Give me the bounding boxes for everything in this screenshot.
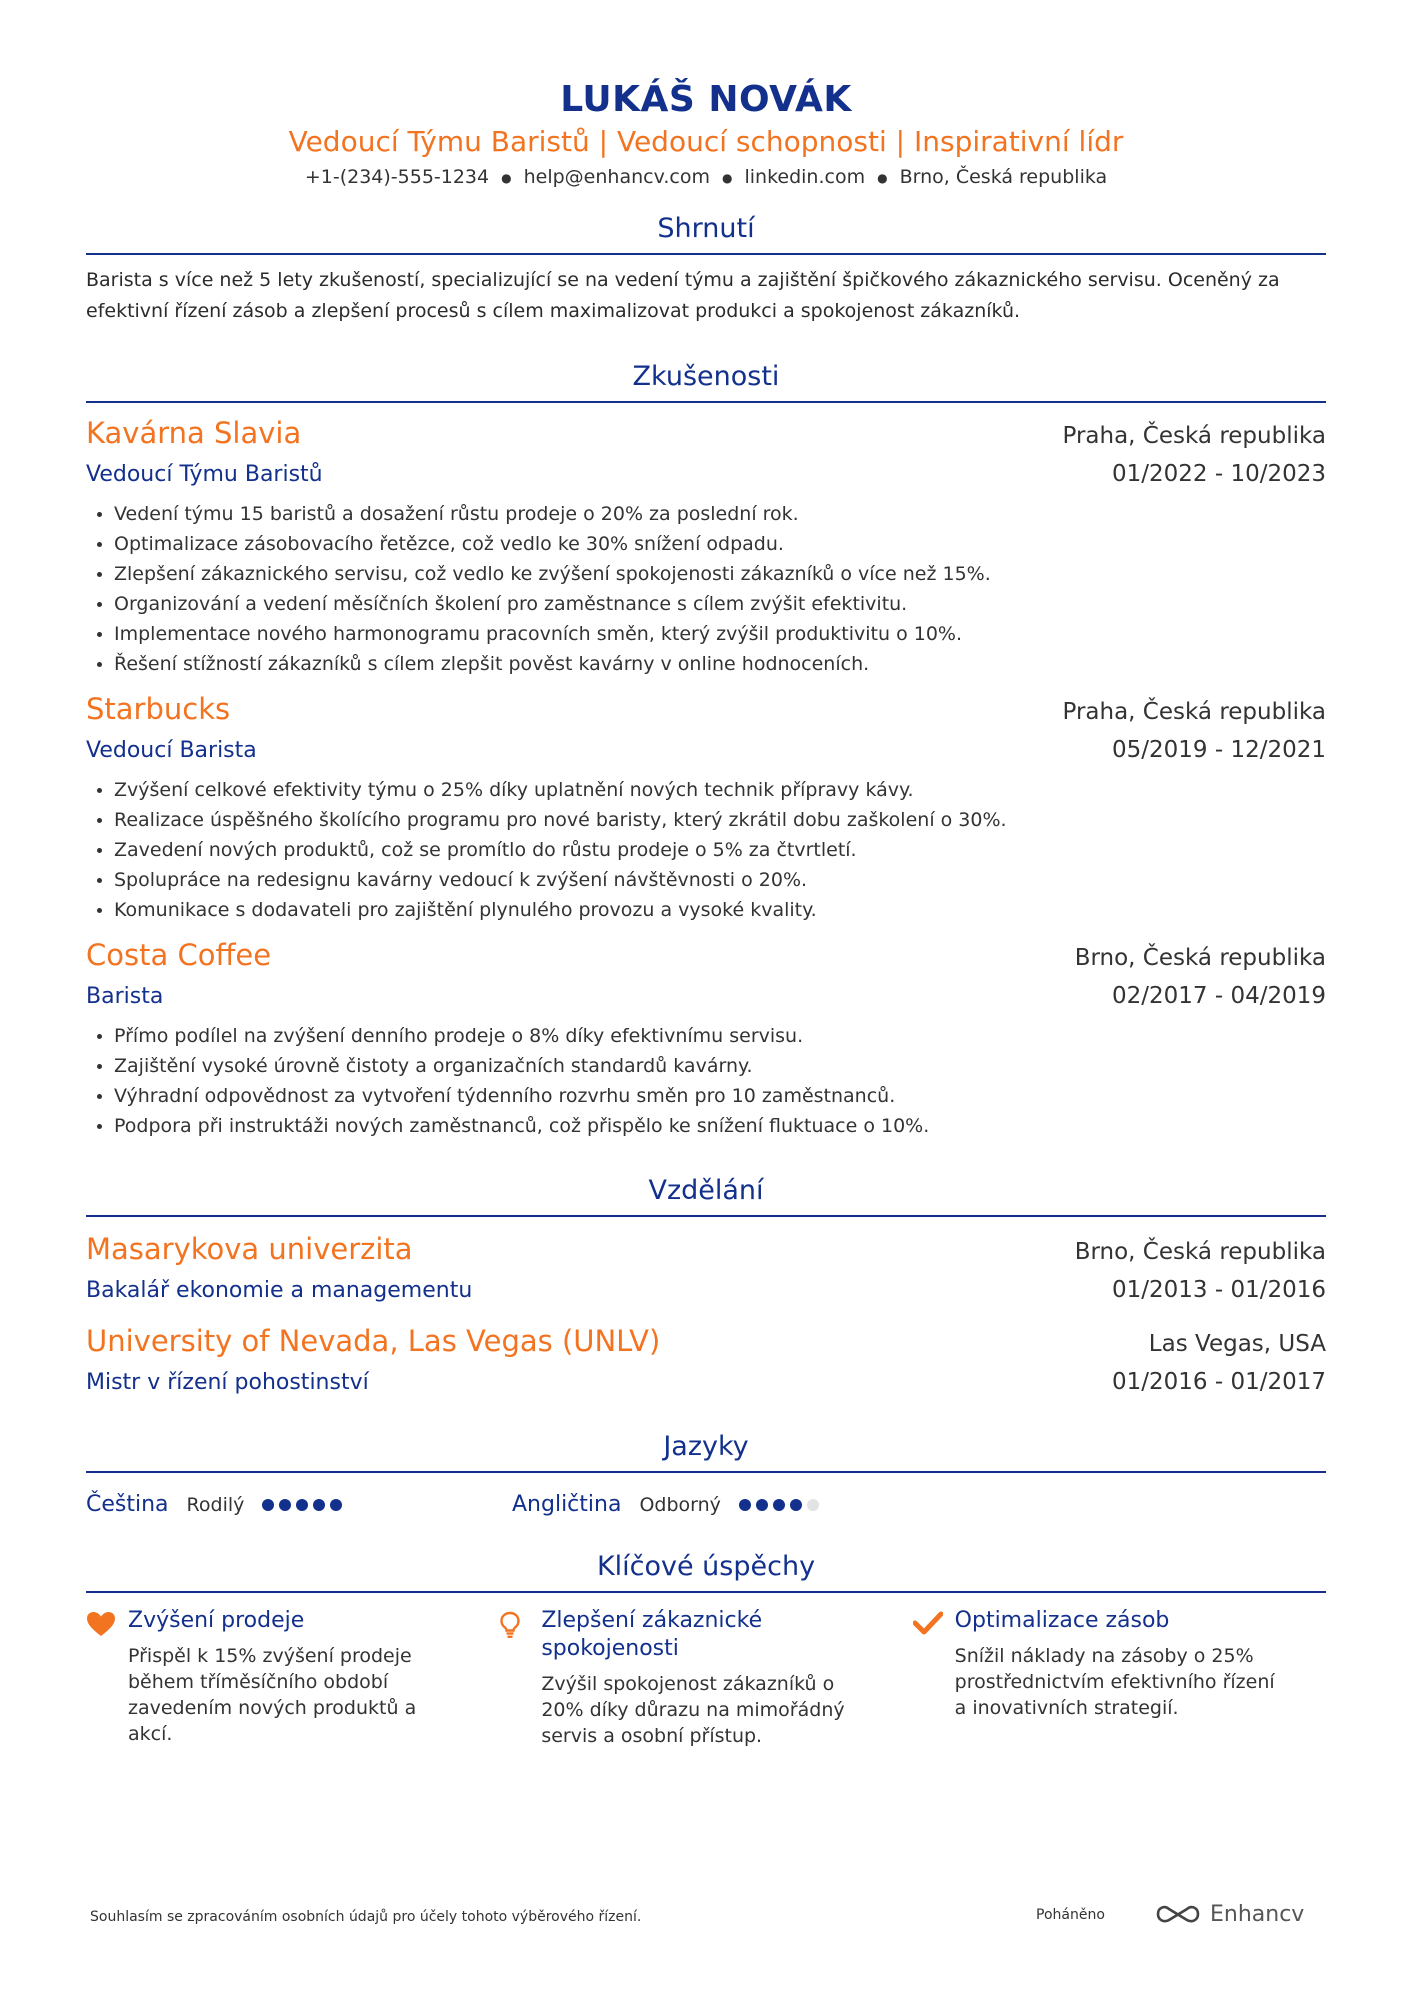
bullet-item: • Zlepšení zákaznického servisu, což vedlo ke zvýšení spokojenosti zákazníků o více než 15%. xyxy=(114,559,1326,589)
bullet-item: • Spolupráce na redesignu kavárny vedoucí k zvýšení návštěvnosti o 20%. xyxy=(114,865,1326,895)
rating-dot-filled xyxy=(790,1499,802,1511)
school-name: University of Nevada, Las Vegas (UNLV) xyxy=(86,1323,661,1358)
rating-dot-empty xyxy=(807,1499,819,1511)
lightbulb-icon xyxy=(499,1607,541,1749)
job-bullets xyxy=(86,1021,1326,1141)
language-rating xyxy=(739,1499,824,1511)
experience-entry xyxy=(86,413,1326,679)
achievement-item xyxy=(913,1607,1326,1749)
school-name: Masarykova univerzita xyxy=(86,1231,413,1266)
bullet-item: • Řešení stížností zákazníků s cílem zlepšit pověst kavárny v online hodnoceních. xyxy=(114,649,1326,679)
rating-dot-filled xyxy=(313,1499,325,1511)
bullet-item: • Optimalizace zásobovacího řetězce, což vedlo ke 30% snížení odpadu. xyxy=(114,529,1326,559)
degree: Mistr v řízení pohostinství xyxy=(86,1369,369,1395)
achievements-heading: Klíčové úspěchy xyxy=(86,1547,1326,1593)
enhancv-logo[interactable] xyxy=(1154,1901,1304,1927)
brand-name: Enhancv xyxy=(1210,1901,1305,1927)
rating-dot-filled xyxy=(296,1499,308,1511)
job-location: Praha, Česká republika xyxy=(1062,422,1326,449)
language-name: Čeština xyxy=(86,1492,169,1517)
rating-dot-filled xyxy=(739,1499,751,1511)
powered-by-label: Poháněno xyxy=(1036,1907,1105,1923)
education-entry xyxy=(86,1229,1326,1309)
job-title: Vedoucí Týmu Baristů xyxy=(86,461,323,487)
rating-dot-filled xyxy=(773,1499,785,1511)
email-link[interactable]: help@enhancv.com xyxy=(523,166,710,188)
separator-dot: ● xyxy=(721,170,733,185)
candidate-name: LUKÁŠ NOVÁK xyxy=(560,79,852,120)
candidate-headline: Vedoucí Týmu Baristů | Vedoucí schopnosti | Inspirativní lídr xyxy=(288,125,1124,158)
language-name: Angličtina xyxy=(512,1492,622,1517)
language-level: Rodilý xyxy=(186,1493,245,1516)
bullet-item: • Vedení týmu 15 baristů a dosažení růstu prodeje o 20% za poslední rok. xyxy=(114,499,1326,529)
job-title: Vedoucí Barista xyxy=(86,737,257,763)
experience-entry xyxy=(86,935,1326,1141)
bullet-item: • Implementace nového harmonogramu pracovních směn, který zvýšil produktivitu o 10%. xyxy=(114,619,1326,649)
job-dates: 01/2022 - 10/2023 xyxy=(1111,460,1326,487)
resume-header xyxy=(86,0,1326,193)
achievement-item xyxy=(499,1607,912,1749)
company-name: Costa Coffee xyxy=(86,937,272,972)
rating-dot-filled xyxy=(330,1499,342,1511)
bullet-item: • Komunikace s dodavateli pro zajištění plynulého provozu a vysoké kvality. xyxy=(114,895,1326,925)
education-dates: 01/2013 - 01/2016 xyxy=(1111,1276,1326,1303)
job-location: Brno, Česká republika xyxy=(1074,944,1326,971)
achievement-item xyxy=(86,1607,499,1749)
footer xyxy=(90,1901,1320,1935)
consent-text: Souhlasím se zpracováním osobních údajů pro účely tohoto výběrového řízení. xyxy=(90,1909,642,1925)
separator-dot: ● xyxy=(501,170,512,185)
rating-dot-filled xyxy=(262,1499,274,1511)
rating-dot-filled xyxy=(279,1499,291,1511)
company-name: Starbucks xyxy=(86,691,231,726)
summary-text: Barista s více než 5 lety zkušeností, specializující se na vedení týmu a zajištění špičkového zákaznického servisu. Oceněný za efektivní řízení zásob a zlepšení procesů s cílem maximalizovat produkci a spokojenost zákazníků. xyxy=(86,268,1280,322)
achievement-title: Zlepšení zákaznické spokojenosti xyxy=(541,1607,763,1661)
education-heading: Vzdělání xyxy=(86,1171,1326,1217)
job-dates: 05/2019 - 12/2021 xyxy=(1111,736,1326,763)
experience-heading: Zkušenosti xyxy=(86,357,1326,403)
summary-heading: Shrnutí xyxy=(86,209,1326,255)
resume-page xyxy=(86,0,1326,1749)
contact-line xyxy=(86,162,1326,193)
infinity-logo-icon xyxy=(1154,1901,1202,1927)
achievement-description: Přispěl k 15% zvýšení prodeje během tříměsíčního období zavedením nových produktů a akcí. xyxy=(128,1644,417,1745)
linkedin-link[interactable]: linkedin.com xyxy=(744,166,866,188)
checkmark-icon xyxy=(913,1607,955,1749)
languages-heading: Jazyky xyxy=(86,1427,1326,1473)
bullet-item: • Podpora při instruktáži nových zaměstnanců, což přispělo ke snížení fluktuace o 10%. xyxy=(114,1111,1326,1141)
location: Brno, Česká republika xyxy=(899,166,1108,188)
education-entry xyxy=(86,1321,1326,1401)
phone: +1-(234)-555-1234 xyxy=(304,166,490,188)
degree: Bakalář ekonomie a managementu xyxy=(86,1277,473,1303)
separator-dot: ● xyxy=(877,170,888,185)
achievement-description: Zvýšil spokojenost zákazníků o 20% díky důrazu na mimořádný servis a osobní přístup. xyxy=(541,1672,845,1747)
bullet-item: • Zvýšení celkové efektivity týmu o 25% díky uplatnění nových technik přípravy kávy. xyxy=(114,775,1326,805)
achievement-description: Snížil náklady na zásoby o 25% prostřednictvím efektivního řízení a inovativních strategií. xyxy=(954,1644,1275,1719)
language-item xyxy=(86,1492,512,1517)
rating-dot-filled xyxy=(756,1499,768,1511)
bullet-item: • Organizování a vedení měsíčních školení pro zaměstnance s cílem zvýšit efektivitu. xyxy=(114,589,1326,619)
achievement-title: Zvýšení prodeje xyxy=(128,1607,305,1633)
bullet-item: • Přímo podílel na zvýšení denního prodeje o 8% díky efektivnímu servisu. xyxy=(114,1021,1326,1051)
bullet-item: • Realizace úspěšného školícího programu pro nové baristy, který zkrátil dobu zaškolení o 30%. xyxy=(114,805,1326,835)
achievements-list xyxy=(86,1607,1326,1749)
bullet-item: • Zavedení nových produktů, což se promítlo do růstu prodeje o 5% za čtvrtletí. xyxy=(114,835,1326,865)
job-bullets xyxy=(86,499,1326,679)
job-location: Praha, Česká republika xyxy=(1062,698,1326,725)
language-rating xyxy=(262,1499,347,1511)
job-title: Barista xyxy=(86,983,164,1009)
bullet-item: • Zajištění vysoké úrovně čistoty a organizačních standardů kavárny. xyxy=(114,1051,1326,1081)
language-level: Odborný xyxy=(639,1493,721,1516)
heart-icon xyxy=(86,1607,128,1749)
education-dates: 01/2016 - 01/2017 xyxy=(1111,1368,1326,1395)
achievement-title: Optimalizace zásob xyxy=(954,1607,1170,1633)
languages-list xyxy=(86,1487,1326,1523)
company-name: Kavárna Slavia xyxy=(86,415,302,450)
bullet-item: • Výhradní odpovědnost za vytvoření týdenního rozvrhu směn pro 10 zaměstnanců. xyxy=(114,1081,1326,1111)
school-location: Brno, Česká republika xyxy=(1074,1238,1326,1265)
language-item xyxy=(512,1492,938,1517)
experience-entry xyxy=(86,689,1326,925)
school-location: Las Vegas, USA xyxy=(1148,1330,1326,1357)
job-dates: 02/2017 - 04/2019 xyxy=(1111,982,1326,1009)
job-bullets xyxy=(86,775,1326,925)
